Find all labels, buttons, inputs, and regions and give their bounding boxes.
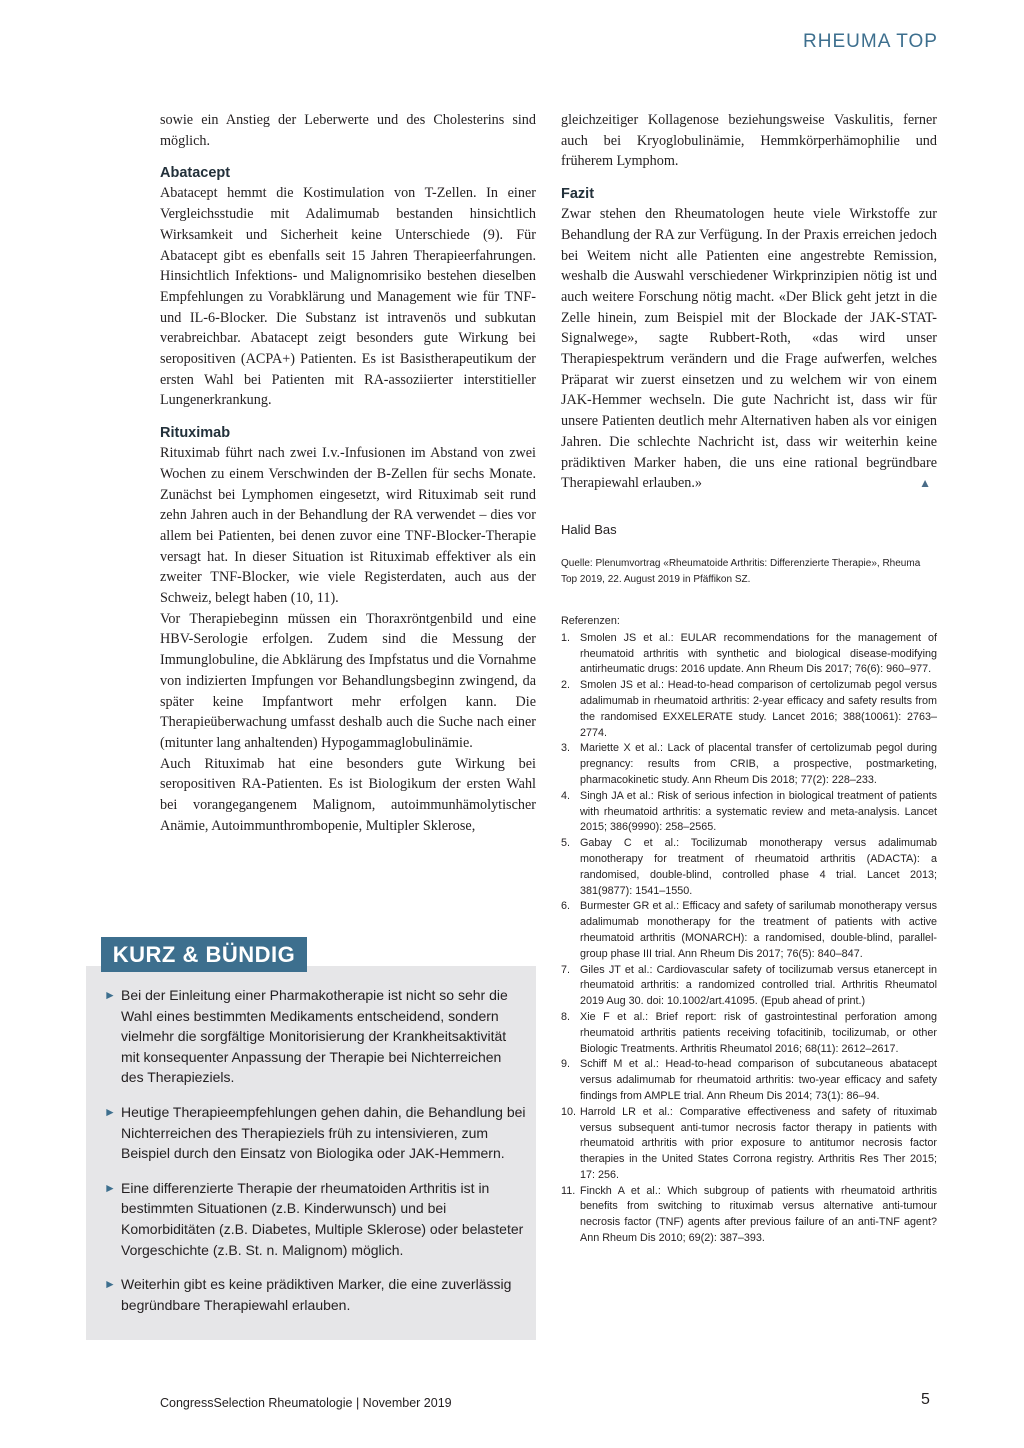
reference-text: Schiff M et al.: Head-to-head comparison of subcutaneous abatacept versus adalimumab for rheumatoid arthritis: two-year efficacy and safety findings from AMPLE trial. Ann Rheum Dis 2014; 73(1): 86–94.	[580, 1058, 937, 1102]
reference-text: Burmester GR et al.: Efficacy and safety of sarilumab monotherapy versus adalimumab monotherapy for the treatment of patients with active rheumatoid arthritis (MONARCH): a randomised, double-blind, parallel-group phase III trial. Ann Rheum Dis 2017; 76(5): 840–847.	[580, 900, 937, 960]
reference-number: 11.	[561, 1184, 576, 1197]
triangle-bullet-icon: ►	[104, 1277, 116, 1292]
paragraph: gleichzeitiger Kollagenose beziehungsweise Vaskulitis, ferner auch bei Kryoglobulinämie, Hemmkörperhämophilie und früherem Lymphom.	[561, 112, 937, 170]
reference-text: Finckh A et al.: Which subgroup of patients with rheumatoid arthritis benefits from switching to rituximab versus alternative anti-tumour necrosis factor (TNF) agents after previous failure of an anti-TNF agent? Ann Rheum Dis 2010; 69(2): 387–393.	[580, 1184, 937, 1245]
summary-item	[104, 985, 526, 1088]
reference-item	[561, 1057, 937, 1104]
summary-box-title: KURZ & BÜNDIG	[101, 937, 307, 972]
references-list	[561, 614, 937, 1247]
reference-number: 4.	[561, 789, 571, 802]
footer-publication: CongressSelection Rheumatologie | November 2019	[160, 1396, 452, 1410]
reference-item	[561, 741, 937, 788]
references-title: Referenzen:	[561, 615, 620, 627]
left-column	[160, 110, 536, 837]
reference-number: 10.	[561, 1105, 577, 1118]
reference-item	[561, 678, 937, 741]
summary-item-text: Heutige Therapieempfehlungen gehen dahin, die Behandlung bei Nichterreichen des Therapieziels früh zu intensivieren, zum Beispiel durch den Einsatz von Biologika oder JAK-Hemmern.	[121, 1103, 526, 1162]
reference-text: Mariette X et al.: Lack of placental transfer of certolizumab pegol during pregnancy: results from CRIB, a prospective, postmarketing, pharmacokinetic study. Ann Rheum Dis 2018; 77(2): 228–233.	[580, 742, 937, 786]
summary-item	[104, 1178, 526, 1260]
section-heading-fazit: Fazit	[561, 186, 595, 203]
summary-item	[104, 1102, 526, 1164]
reference-text: Singh JA et al.: Risk of serious infection in biological treatment of patients with rheumatoid arthritis: a systematic review and meta-analysis. Lancet 2015; 386(9990): 258–2565.	[580, 789, 937, 834]
paragraph-text: Zwar stehen den Rheumatologen heute viele Wirkstoffe zur Behandlung der RA zur Verfügung. In der Praxis erreichen jedoch bei Weitem nicht alle Patienten eine angestrebte Remission, weshalb die Auswahl verschiedener Wirkprinzipien nötig ist und auch weitere Forschung nötig macht. «Der Blick geht jetzt in die Zelle hinein, zum Beispiel mit der Blockade der JAK-STAT-Signalwege», sagte Rubbert-Roth, «das wird unser Therapiespektrum verändern und die Frage aufwerfen, welches Präparat wir zuerst einsetzen und zu welchem wir von einem JAK-Hemmer wechseln. Die gute Nachricht ist, dass wir für unsere Patienten deutlich mehr Alternativen haben als vor einigen Jahren. Die schlechte Nachricht ist, dass wir weiterhin keine prädiktiven Marker haben, die uns eine rational begründbare Therapiewahl erlauben.»	[561, 206, 937, 492]
reference-number: 1.	[561, 631, 571, 644]
reference-text: Xie F et al.: Brief report: risk of gastrointestinal perforation among rheumatoid arthritis patients receiving tofacitinib, tocilizumab, or other Biologic Treatments. Arthritis Rheumatol 2016; 68(11): 2612–2617.	[580, 1010, 937, 1055]
summary-item-text: Bei der Einleitung einer Pharmakotherapie ist nicht so sehr die Wahl eines bestimmten Medikaments entscheidend, sondern vielmehr die sorgfältige Monitorisierung der Krankheitsaktivität mit konsequenter Anpassung der Therapie bei Nichterreichen des Therapieziels.	[121, 987, 508, 1086]
triangle-bullet-icon: ►	[104, 1180, 116, 1195]
reference-item	[561, 1184, 937, 1247]
reference-number: 5.	[561, 837, 571, 850]
reference-item	[561, 1105, 937, 1184]
section-heading-abatacept: Abatacept	[160, 165, 231, 182]
reference-number: 3.	[561, 742, 571, 755]
reference-item	[561, 1010, 937, 1057]
reference-item	[561, 963, 937, 1010]
reference-number: 6.	[561, 900, 571, 913]
paragraph: sowie ein Anstieg der Leberwerte und des Cholesterins sind möglich.	[160, 112, 536, 149]
paragraph: Vor Therapiebeginn müssen ein Thoraxröntgenbild und eine HBV-Serologie erfolgen. Zudem sind die Messung der Immunglobuline, die Abklärung des Impfstatus und die Vornahme von indizierten Impfungen vor Behandlungsbeginn zwingend, da später keine Impfantwort mehr erfolgen kann. Die Therapieüberwachung umfasst deshalb auch die Suche nach einer (mitunter lang anhaltenden) Hypogammaglobulinämie.	[160, 610, 536, 751]
reference-text: Smolen JS et al.: Head-to-head comparison of certolizumab pegol versus adalimumab in rheumatoid arthritis: 2-year efficacy and safety results from the randomised EXXELERATE study. Lancet 2016; 388(10061): 2763–2774.	[580, 679, 937, 739]
summary-item-text: Eine differenzierte Therapie der rheumatoiden Arthritis ist in bestimmten Situationen (z.B. Kinderwunsch) und bei Komorbiditäten (z.B. Diabetes, Multiple Sklerose) oder belasteter Vorgeschichte (z.B. St. n. Malignom) möglich.	[121, 1179, 524, 1258]
reference-number: 7.	[561, 963, 571, 976]
journal-brand: RHEUMA TOP	[803, 31, 938, 52]
reference-text: Giles JT et al.: Cardiovascular safety of tocilizumab versus etanercept in rheumatoid arthritis: a randomized controlled trial. Arthritis Rheumatol 2019 Aug 30. doi: 10.1002/art.41095. (Epub ahead of print.)	[580, 963, 937, 1008]
reference-text: Smolen JS et al.: EULAR recommendations for the management of rheumatoid arthritis with synthetic and biological disease-modifying antirheumatic drugs: 2016 update. Ann Rheum Dis 2017; 76(6): 960–977.	[580, 631, 937, 676]
source-note: Quelle: Plenumvortrag «Rheumatoide Arthritis: Differenzierte Therapie», Rheuma Top 2019, 22. August 2019 in Pfäffikon SZ.	[561, 558, 921, 585]
reference-number: 2.	[561, 679, 571, 692]
reference-item	[561, 899, 937, 962]
triangle-bullet-icon: ►	[104, 1104, 116, 1119]
reference-item	[561, 789, 937, 836]
end-of-article-icon: ▲	[919, 476, 931, 491]
summary-list	[104, 985, 526, 1329]
summary-item	[104, 1274, 526, 1315]
paragraph	[561, 204, 937, 494]
paragraph: Abatacept hemmt die Kostimulation von T-Zellen. In einer Vergleichsstudie mit Adalimumab bestanden hinsichtlich Wirksamkeit und Sicherheit keine Unterschiede (9). Für Abatacept gibt es ebenfalls seit 15 Jahren Therapieerfahrungen. Hinsichtlich Infektions- und Malignomrisiko bestehen dieselben Empfehlungen zu Vorabklärung und Management wie für TNF- und IL-6-Blocker. Die Substanz ist intravenös und subkutan verabreichbar. Abatacept zeigt besonders gute Wirkung bei seropositiven (ACPA+) Patienten. Es ist Basistherapeutikum der ersten Wahl bei Patienten mit RA-assoziierter interstitieller Lungenerkrankung.	[160, 185, 536, 409]
summary-item-text: Weiterhin gibt es keine prädiktiven Marker, die eine zuverlässig begründbare Therapiewahl erlauben.	[121, 1276, 512, 1313]
page-number: 5	[921, 1391, 930, 1408]
author-name: Halid Bas	[561, 522, 617, 537]
paragraph: Rituximab führt nach zwei I.v.-Infusionen im Abstand von zwei Wochen zu einem Verschwinden der B-Zellen für sechs Monate. Zunächst bei Lymphomen eingesetzt, wird Rituximab seit rund zehn Jahren auch in der Behandlung der RA verwendet – dies vor allem bei Patienten, bei denen zuvor eine TNF-Blocker-Therapie versagt hat. In dieser Situation ist Rituximab effektiver als ein zweiter TNF-Blocker, wie viele Registerdaten, auch aus der Schweiz, belegt haben (10, 11).	[160, 445, 536, 607]
paragraph: Auch Rituximab hat eine besonders gute Wirkung bei seropositiven RA-Patienten. Es ist Biologikum der ersten Wahl bei vorangegangenem Malignom, autoimmunhämolytischer Anämie, Autoimmunthrombopenie, Multipler Sklerose,	[160, 755, 536, 834]
reference-number: 9.	[561, 1058, 571, 1071]
reference-number: 8.	[561, 1010, 571, 1023]
right-column	[561, 110, 937, 494]
reference-text: Harrold LR et al.: Comparative effectiveness and safety of rituximab versus subsequent anti-tumor necrosis factor therapy in patients with rheumatoid arthritis with prior exposure to antitumor necrosis factor therapies in the United States Corrona registry. Arthritis Res Ther 2015; 17: 256.	[580, 1105, 937, 1181]
reference-item	[561, 836, 937, 899]
triangle-bullet-icon: ►	[104, 988, 116, 1002]
reference-item	[561, 631, 937, 678]
reference-text: Gabay C et al.: Tocilizumab monotherapy versus adalimumab monotherapy for treatment of rheumatoid arthritis (ADACTA): a randomised, double-blind, controlled phase 4 trial. Lancet 2013; 381(9877): 1541–1550.	[580, 837, 937, 897]
section-heading-rituximab: Rituximab	[160, 425, 231, 442]
